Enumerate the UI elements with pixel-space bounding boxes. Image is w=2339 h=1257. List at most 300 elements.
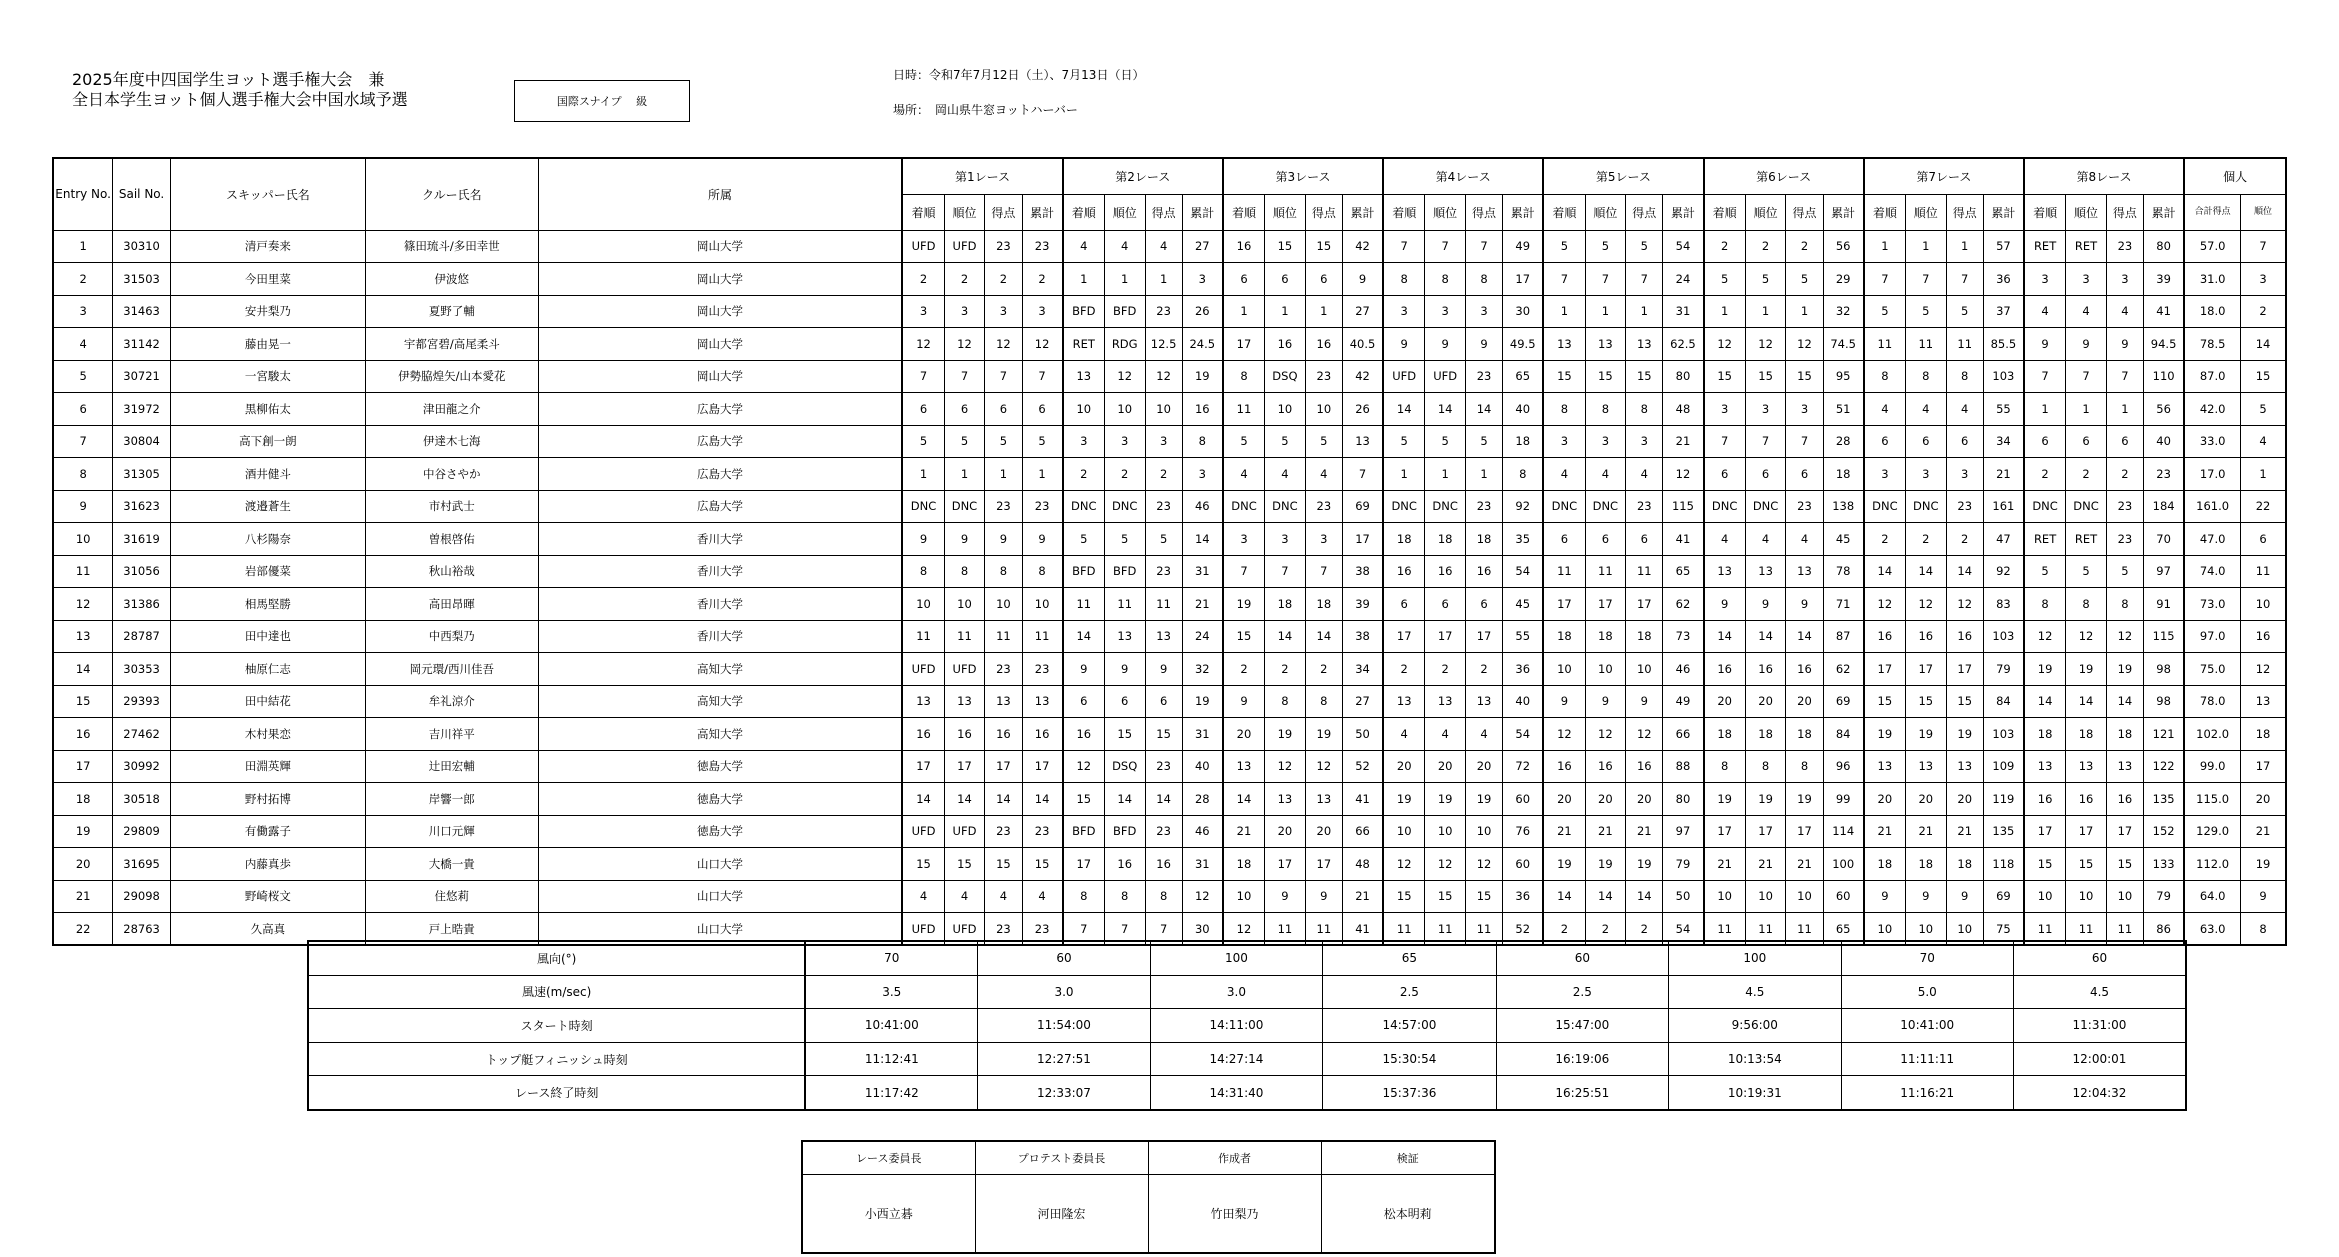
cell-race-2-place: 14 bbox=[1104, 783, 1145, 816]
cell-race-3-finish: 1 bbox=[1223, 295, 1265, 328]
cell-affiliation: 広島大学 bbox=[538, 490, 902, 523]
cell-entry-no: 6 bbox=[53, 393, 113, 426]
cell-race-6-cumulative: 29 bbox=[1823, 263, 1864, 296]
cell-total-points: 63.0 bbox=[2184, 913, 2240, 946]
cell-race-8-place: 14 bbox=[2066, 685, 2107, 718]
cell-race-6-place: 6 bbox=[1745, 458, 1786, 491]
cell-race-5-points: 15 bbox=[1626, 360, 1663, 393]
cell-skipper: 安井梨乃 bbox=[170, 295, 365, 328]
cell-race-6-points: 7 bbox=[1786, 425, 1823, 458]
cell-race-2-points: 1 bbox=[1145, 263, 1182, 296]
cell-race-8-points: 13 bbox=[2106, 750, 2143, 783]
cell-race-2-points: 16 bbox=[1145, 848, 1182, 881]
cell-race-8-finish: 12 bbox=[2024, 620, 2066, 653]
cell-race-2-cumulative: 24.5 bbox=[1182, 328, 1223, 361]
cell-race-8-place: 1 bbox=[2066, 393, 2107, 426]
cell-race-7-finish: 8 bbox=[1864, 360, 1906, 393]
cell-race-3-place: 10 bbox=[1265, 393, 1306, 426]
cell-race-5-cumulative: 49 bbox=[1663, 685, 1704, 718]
cell-race-1-points: 4 bbox=[985, 880, 1022, 913]
header-race-8-sub-2: 順位 bbox=[2066, 194, 2107, 230]
cell-race-7-points: 13 bbox=[1946, 750, 1983, 783]
cell-race-4-points: 23 bbox=[1465, 490, 1502, 523]
cell-race-2-points: 11 bbox=[1145, 588, 1182, 621]
cell-race-8-points: 5 bbox=[2106, 555, 2143, 588]
cell-race-7-finish: 13 bbox=[1864, 750, 1906, 783]
cell-race-8-place: 3 bbox=[2066, 263, 2107, 296]
cell-race-8-cumulative: 121 bbox=[2144, 718, 2185, 751]
cell-race-4-place: 2 bbox=[1425, 653, 1466, 686]
header-race-4-sub-4: 累計 bbox=[1503, 194, 1544, 230]
cell-race-6-cumulative: 100 bbox=[1823, 848, 1864, 881]
header-race-3-sub-2: 順位 bbox=[1265, 194, 1306, 230]
cell-race-7-points: 14 bbox=[1946, 555, 1983, 588]
cell-race-8-finish: 4 bbox=[2024, 295, 2066, 328]
cell-race-8-points: 19 bbox=[2106, 653, 2143, 686]
cell-race-5-cumulative: 31 bbox=[1663, 295, 1704, 328]
cell-race-1-points: 23 bbox=[985, 490, 1022, 523]
cell-race-8-points: 9 bbox=[2106, 328, 2143, 361]
cell-skipper: 内藤真歩 bbox=[170, 848, 365, 881]
cell-race-5-finish: DNC bbox=[1543, 490, 1585, 523]
cell-affiliation: 山口大学 bbox=[538, 913, 902, 946]
cell-race-8-points: 18 bbox=[2106, 718, 2143, 751]
cell-race-3-points: 3 bbox=[1305, 523, 1342, 556]
conditions-race-4-value: 15:30:54 bbox=[1323, 1042, 1496, 1076]
cell-race-7-points: 5 bbox=[1946, 295, 1983, 328]
cell-race-7-finish: 2 bbox=[1864, 523, 1906, 556]
cell-race-2-points: 23 bbox=[1145, 490, 1182, 523]
cell-entry-no: 12 bbox=[53, 588, 113, 621]
cell-race-3-points: 2 bbox=[1305, 653, 1342, 686]
cell-race-8-cumulative: 80 bbox=[2144, 230, 2185, 263]
cell-race-7-finish: 20 bbox=[1864, 783, 1906, 816]
cell-race-3-cumulative: 42 bbox=[1342, 360, 1383, 393]
cell-race-5-place: 18 bbox=[1585, 620, 1626, 653]
header-race-4-sub-3: 得点 bbox=[1465, 194, 1502, 230]
cell-race-3-finish: 2 bbox=[1223, 653, 1265, 686]
cell-skipper: 柚原仁志 bbox=[170, 653, 365, 686]
cell-race-3-cumulative: 39 bbox=[1342, 588, 1383, 621]
cell-race-2-finish: 4 bbox=[1063, 230, 1105, 263]
cell-race-3-place: 5 bbox=[1265, 425, 1306, 458]
cell-race-4-points: 11 bbox=[1465, 913, 1502, 946]
cell-race-1-finish: 1 bbox=[902, 458, 944, 491]
cell-race-6-cumulative: 65 bbox=[1823, 913, 1864, 946]
cell-race-5-finish: 10 bbox=[1543, 653, 1585, 686]
cell-race-6-finish: 15 bbox=[1704, 360, 1746, 393]
cell-race-1-finish: 17 bbox=[902, 750, 944, 783]
cell-race-2-cumulative: 12 bbox=[1182, 880, 1223, 913]
cell-race-5-points: 4 bbox=[1626, 458, 1663, 491]
cell-rank: 19 bbox=[2241, 848, 2286, 881]
cell-affiliation: 岡山大学 bbox=[538, 328, 902, 361]
cell-affiliation: 香川大学 bbox=[538, 588, 902, 621]
cell-race-6-place: 9 bbox=[1745, 588, 1786, 621]
header-rank: 順位 bbox=[2241, 194, 2286, 230]
cell-affiliation: 岡山大学 bbox=[538, 263, 902, 296]
cell-race-4-cumulative: 55 bbox=[1503, 620, 1544, 653]
cell-race-4-cumulative: 36 bbox=[1503, 880, 1544, 913]
cell-race-2-finish: RET bbox=[1063, 328, 1105, 361]
header-race-4-sub-1: 着順 bbox=[1383, 194, 1425, 230]
cell-race-4-points: 3 bbox=[1465, 295, 1502, 328]
cell-race-7-finish: 14 bbox=[1864, 555, 1906, 588]
cell-race-7-cumulative: 103 bbox=[1983, 360, 2024, 393]
cell-race-7-finish: 5 bbox=[1864, 295, 1906, 328]
cell-sail-no: 31972 bbox=[113, 393, 171, 426]
cell-race-6-points: 11 bbox=[1786, 913, 1823, 946]
header-race-6-sub-1: 着順 bbox=[1704, 194, 1746, 230]
cell-race-4-finish: 16 bbox=[1383, 555, 1425, 588]
cell-race-7-finish: 4 bbox=[1864, 393, 1906, 426]
cell-rank: 6 bbox=[2241, 523, 2286, 556]
cell-race-5-finish: 20 bbox=[1543, 783, 1585, 816]
cell-race-4-cumulative: 54 bbox=[1503, 555, 1544, 588]
cell-race-1-points: 5 bbox=[985, 425, 1022, 458]
cell-race-4-points: 1 bbox=[1465, 458, 1502, 491]
cell-race-1-finish: 14 bbox=[902, 783, 944, 816]
cell-race-6-finish: 5 bbox=[1704, 263, 1746, 296]
signature-role: プロテスト委員長 bbox=[975, 1141, 1148, 1175]
cell-race-8-place: 11 bbox=[2066, 913, 2107, 946]
cell-race-4-points: 5 bbox=[1465, 425, 1502, 458]
cell-race-2-cumulative: 30 bbox=[1182, 913, 1223, 946]
cell-race-4-finish: 12 bbox=[1383, 848, 1425, 881]
cell-race-2-finish: 8 bbox=[1063, 880, 1105, 913]
cell-race-7-points: 23 bbox=[1946, 490, 1983, 523]
cell-race-2-cumulative: 32 bbox=[1182, 653, 1223, 686]
conditions-row bbox=[308, 1042, 2186, 1076]
cell-race-2-cumulative: 3 bbox=[1182, 263, 1223, 296]
cell-skipper: 木村果恋 bbox=[170, 718, 365, 751]
cell-race-5-cumulative: 80 bbox=[1663, 360, 1704, 393]
cell-skipper: 八杉陽奈 bbox=[170, 523, 365, 556]
cell-race-2-points: 23 bbox=[1145, 555, 1182, 588]
cell-race-3-finish: 10 bbox=[1223, 880, 1265, 913]
cell-race-8-place: 15 bbox=[2066, 848, 2107, 881]
cell-race-4-finish: 13 bbox=[1383, 685, 1425, 718]
cell-race-1-finish: 11 bbox=[902, 620, 944, 653]
header-race-2-sub-2: 順位 bbox=[1104, 194, 1145, 230]
cell-race-6-place: 4 bbox=[1745, 523, 1786, 556]
cell-race-7-cumulative: 135 bbox=[1983, 815, 2024, 848]
cell-race-4-finish: 6 bbox=[1383, 588, 1425, 621]
cell-race-2-finish: BFD bbox=[1063, 815, 1105, 848]
cell-race-5-points: 9 bbox=[1626, 685, 1663, 718]
conditions-label: レース終了時刻 bbox=[308, 1076, 805, 1110]
cell-entry-no: 14 bbox=[53, 653, 113, 686]
cell-race-4-points: 17 bbox=[1465, 620, 1502, 653]
cell-race-5-points: 17 bbox=[1626, 588, 1663, 621]
cell-race-6-cumulative: 28 bbox=[1823, 425, 1864, 458]
cell-race-3-cumulative: 38 bbox=[1342, 555, 1383, 588]
cell-race-3-points: 20 bbox=[1305, 815, 1342, 848]
cell-rank: 22 bbox=[2241, 490, 2286, 523]
cell-race-4-cumulative: 17 bbox=[1503, 263, 1544, 296]
cell-race-1-cumulative: 14 bbox=[1022, 783, 1063, 816]
cell-race-5-points: 2 bbox=[1626, 913, 1663, 946]
cell-race-3-points: 9 bbox=[1305, 880, 1342, 913]
cell-race-6-place: 2 bbox=[1745, 230, 1786, 263]
cell-race-6-cumulative: 71 bbox=[1823, 588, 1864, 621]
cell-race-6-points: 9 bbox=[1786, 588, 1823, 621]
cell-race-8-finish: 15 bbox=[2024, 848, 2066, 881]
cell-race-8-points: 12 bbox=[2106, 620, 2143, 653]
cell-race-5-finish: 4 bbox=[1543, 458, 1585, 491]
cell-race-7-cumulative: 75 bbox=[1983, 913, 2024, 946]
cell-race-7-points: 18 bbox=[1946, 848, 1983, 881]
cell-rank: 14 bbox=[2241, 328, 2286, 361]
title-line-1: 2025年度中四国学生ヨット選手権大会 兼 bbox=[72, 70, 385, 89]
cell-race-4-cumulative: 40 bbox=[1503, 685, 1544, 718]
cell-race-6-place: 1 bbox=[1745, 295, 1786, 328]
cell-entry-no: 17 bbox=[53, 750, 113, 783]
cell-race-4-cumulative: 54 bbox=[1503, 718, 1544, 751]
cell-total-points: 78.0 bbox=[2184, 685, 2240, 718]
cell-race-1-place: 3 bbox=[944, 295, 985, 328]
cell-race-3-cumulative: 48 bbox=[1342, 848, 1383, 881]
cell-total-points: 33.0 bbox=[2184, 425, 2240, 458]
cell-race-1-cumulative: 16 bbox=[1022, 718, 1063, 751]
cell-race-6-cumulative: 99 bbox=[1823, 783, 1864, 816]
cell-race-5-points: 7 bbox=[1626, 263, 1663, 296]
cell-total-points: 31.0 bbox=[2184, 263, 2240, 296]
cell-race-1-finish: 7 bbox=[902, 360, 944, 393]
cell-sail-no: 31503 bbox=[113, 263, 171, 296]
cell-race-2-points: 7 bbox=[1145, 913, 1182, 946]
cell-sail-no: 31386 bbox=[113, 588, 171, 621]
cell-race-2-cumulative: 19 bbox=[1182, 685, 1223, 718]
signature-role: 作成者 bbox=[1148, 1141, 1321, 1175]
cell-race-3-cumulative: 69 bbox=[1342, 490, 1383, 523]
cell-race-6-finish: 14 bbox=[1704, 620, 1746, 653]
signature-name: 竹田梨乃 bbox=[1148, 1175, 1321, 1254]
cell-race-2-place: 5 bbox=[1104, 523, 1145, 556]
cell-race-7-place: 9 bbox=[1905, 880, 1946, 913]
cell-affiliation: 広島大学 bbox=[538, 393, 902, 426]
cell-race-8-finish: 17 bbox=[2024, 815, 2066, 848]
cell-race-7-cumulative: 36 bbox=[1983, 263, 2024, 296]
cell-sail-no: 29809 bbox=[113, 815, 171, 848]
cell-race-2-cumulative: 31 bbox=[1182, 848, 1223, 881]
cell-race-6-place: 13 bbox=[1745, 555, 1786, 588]
cell-race-6-points: 8 bbox=[1786, 750, 1823, 783]
cell-race-4-points: 10 bbox=[1465, 815, 1502, 848]
cell-race-5-points: 13 bbox=[1626, 328, 1663, 361]
signature-name: 小西立碁 bbox=[802, 1175, 975, 1254]
cell-race-7-finish: 17 bbox=[1864, 653, 1906, 686]
cell-race-6-cumulative: 84 bbox=[1823, 718, 1864, 751]
cell-race-4-place: 13 bbox=[1425, 685, 1466, 718]
cell-race-5-place: 16 bbox=[1585, 750, 1626, 783]
cell-race-3-place: 1 bbox=[1265, 295, 1306, 328]
cell-sail-no: 30518 bbox=[113, 783, 171, 816]
cell-race-7-finish: 18 bbox=[1864, 848, 1906, 881]
cell-race-1-finish: UFD bbox=[902, 913, 944, 946]
cell-race-3-finish: 17 bbox=[1223, 328, 1265, 361]
conditions-race-5-value: 16:19:06 bbox=[1496, 1042, 1668, 1076]
cell-skipper: 高下創一朗 bbox=[170, 425, 365, 458]
cell-race-1-points: 23 bbox=[985, 913, 1022, 946]
cell-rank: 10 bbox=[2241, 588, 2286, 621]
cell-total-points: 78.5 bbox=[2184, 328, 2240, 361]
cell-race-6-place: 12 bbox=[1745, 328, 1786, 361]
header-race-4: 第4レース bbox=[1383, 158, 1543, 194]
cell-rank: 3 bbox=[2241, 263, 2286, 296]
cell-crew: 辻田宏輔 bbox=[365, 750, 538, 783]
cell-rank: 9 bbox=[2241, 880, 2286, 913]
cell-race-8-cumulative: 70 bbox=[2144, 523, 2185, 556]
cell-race-8-finish: 1 bbox=[2024, 393, 2066, 426]
cell-race-4-cumulative: 52 bbox=[1503, 913, 1544, 946]
cell-race-5-cumulative: 65 bbox=[1663, 555, 1704, 588]
cell-sail-no: 28787 bbox=[113, 620, 171, 653]
cell-total-points: 73.0 bbox=[2184, 588, 2240, 621]
cell-race-6-place: 8 bbox=[1745, 750, 1786, 783]
cell-race-7-points: 9 bbox=[1946, 880, 1983, 913]
table-row bbox=[53, 815, 2286, 848]
conditions-race-2-value: 12:33:07 bbox=[978, 1076, 1150, 1110]
cell-rank: 2 bbox=[2241, 295, 2286, 328]
cell-skipper: 相馬堅勝 bbox=[170, 588, 365, 621]
cell-race-1-points: 7 bbox=[985, 360, 1022, 393]
cell-race-6-place: 3 bbox=[1745, 393, 1786, 426]
cell-race-6-cumulative: 74.5 bbox=[1823, 328, 1864, 361]
header-race-5: 第5レース bbox=[1543, 158, 1703, 194]
cell-race-3-cumulative: 41 bbox=[1342, 913, 1383, 946]
header-race-7: 第7レース bbox=[1864, 158, 2024, 194]
conditions-label: トップ艇フィニッシュ時刻 bbox=[308, 1042, 805, 1076]
cell-rank: 8 bbox=[2241, 913, 2286, 946]
cell-race-1-place: 6 bbox=[944, 393, 985, 426]
cell-entry-no: 19 bbox=[53, 815, 113, 848]
cell-race-4-place: UFD bbox=[1425, 360, 1466, 393]
cell-race-4-cumulative: 45 bbox=[1503, 588, 1544, 621]
cell-race-5-place: 5 bbox=[1585, 230, 1626, 263]
cell-race-2-finish: BFD bbox=[1063, 555, 1105, 588]
cell-race-7-points: 10 bbox=[1946, 913, 1983, 946]
cell-race-3-cumulative: 27 bbox=[1342, 295, 1383, 328]
cell-race-5-points: 21 bbox=[1626, 815, 1663, 848]
cell-race-5-cumulative: 54 bbox=[1663, 913, 1704, 946]
cell-race-4-cumulative: 65 bbox=[1503, 360, 1544, 393]
cell-race-7-finish: 21 bbox=[1864, 815, 1906, 848]
cell-race-2-finish: 3 bbox=[1063, 425, 1105, 458]
conditions-race-2-value: 3.0 bbox=[978, 975, 1150, 1009]
cell-race-6-cumulative: 51 bbox=[1823, 393, 1864, 426]
cell-race-5-place: 1 bbox=[1585, 295, 1626, 328]
cell-race-7-place: 20 bbox=[1905, 783, 1946, 816]
cell-race-4-cumulative: 72 bbox=[1503, 750, 1544, 783]
cell-race-8-finish: 2 bbox=[2024, 458, 2066, 491]
cell-race-1-cumulative: 17 bbox=[1022, 750, 1063, 783]
cell-race-8-points: 3 bbox=[2106, 263, 2143, 296]
cell-sail-no: 31463 bbox=[113, 295, 171, 328]
header-race-8-sub-3: 得点 bbox=[2106, 194, 2143, 230]
cell-race-4-cumulative: 35 bbox=[1503, 523, 1544, 556]
cell-race-4-finish: 18 bbox=[1383, 523, 1425, 556]
cell-race-4-cumulative: 18 bbox=[1503, 425, 1544, 458]
event-date: 日時：令和7年7月12日（土）、7月13日（日） bbox=[893, 68, 1145, 82]
conditions-label: 風向(°) bbox=[308, 941, 805, 975]
cell-race-6-place: 16 bbox=[1745, 653, 1786, 686]
cell-entry-no: 20 bbox=[53, 848, 113, 881]
cell-race-1-points: 10 bbox=[985, 588, 1022, 621]
cell-race-2-cumulative: 21 bbox=[1182, 588, 1223, 621]
cell-race-5-finish: 17 bbox=[1543, 588, 1585, 621]
cell-race-2-place: 16 bbox=[1104, 848, 1145, 881]
cell-race-2-points: 13 bbox=[1145, 620, 1182, 653]
cell-race-5-finish: 15 bbox=[1543, 360, 1585, 393]
cell-race-4-finish: 4 bbox=[1383, 718, 1425, 751]
cell-skipper: 今田里菜 bbox=[170, 263, 365, 296]
cell-race-6-finish: 17 bbox=[1704, 815, 1746, 848]
cell-race-4-cumulative: 36 bbox=[1503, 653, 1544, 686]
conditions-race-3-value: 14:31:40 bbox=[1150, 1076, 1322, 1110]
cell-race-2-finish: 6 bbox=[1063, 685, 1105, 718]
conditions-race-1-value: 3.5 bbox=[805, 975, 977, 1009]
cell-race-2-place: 4 bbox=[1104, 230, 1145, 263]
cell-race-1-place: 5 bbox=[944, 425, 985, 458]
cell-race-2-place: DNC bbox=[1104, 490, 1145, 523]
cell-race-1-points: 23 bbox=[985, 653, 1022, 686]
cell-race-1-points: 17 bbox=[985, 750, 1022, 783]
cell-race-8-points: 14 bbox=[2106, 685, 2143, 718]
table-row bbox=[53, 295, 2286, 328]
table-row bbox=[53, 620, 2286, 653]
cell-race-6-finish: 3 bbox=[1704, 393, 1746, 426]
cell-race-8-place: 8 bbox=[2066, 588, 2107, 621]
header-race-3-sub-1: 着順 bbox=[1223, 194, 1265, 230]
cell-race-2-points: 9 bbox=[1145, 653, 1182, 686]
table-row bbox=[53, 653, 2286, 686]
cell-race-6-place: 17 bbox=[1745, 815, 1786, 848]
cell-entry-no: 8 bbox=[53, 458, 113, 491]
cell-race-2-place: 9 bbox=[1104, 653, 1145, 686]
header-race-6-sub-3: 得点 bbox=[1786, 194, 1823, 230]
cell-race-1-finish: 15 bbox=[902, 848, 944, 881]
cell-race-3-finish: 16 bbox=[1223, 230, 1265, 263]
cell-sail-no: 30353 bbox=[113, 653, 171, 686]
conditions-race-7-value: 11:11:11 bbox=[1841, 1042, 2013, 1076]
cell-skipper: 渡邉蒼生 bbox=[170, 490, 365, 523]
cell-race-1-cumulative: 6 bbox=[1022, 393, 1063, 426]
cell-race-5-cumulative: 115 bbox=[1663, 490, 1704, 523]
header-race-7-sub-4: 累計 bbox=[1983, 194, 2024, 230]
cell-race-3-place: DNC bbox=[1265, 490, 1306, 523]
cell-rank: 11 bbox=[2241, 555, 2286, 588]
cell-race-8-cumulative: 98 bbox=[2144, 685, 2185, 718]
cell-race-8-cumulative: 122 bbox=[2144, 750, 2185, 783]
cell-race-5-place: 15 bbox=[1585, 360, 1626, 393]
table-row bbox=[53, 360, 2286, 393]
cell-affiliation: 岡山大学 bbox=[538, 295, 902, 328]
cell-race-6-points: 14 bbox=[1786, 620, 1823, 653]
cell-race-5-cumulative: 54 bbox=[1663, 230, 1704, 263]
cell-race-3-finish: 15 bbox=[1223, 620, 1265, 653]
cell-race-6-points: 20 bbox=[1786, 685, 1823, 718]
cell-race-8-finish: 7 bbox=[2024, 360, 2066, 393]
table-row bbox=[53, 880, 2286, 913]
table-row bbox=[53, 425, 2286, 458]
cell-skipper: 黒柳佑太 bbox=[170, 393, 365, 426]
cell-race-3-place: 17 bbox=[1265, 848, 1306, 881]
cell-race-1-place: 9 bbox=[944, 523, 985, 556]
cell-race-3-points: 13 bbox=[1305, 783, 1342, 816]
cell-race-8-points: 23 bbox=[2106, 490, 2143, 523]
cell-race-5-cumulative: 21 bbox=[1663, 425, 1704, 458]
